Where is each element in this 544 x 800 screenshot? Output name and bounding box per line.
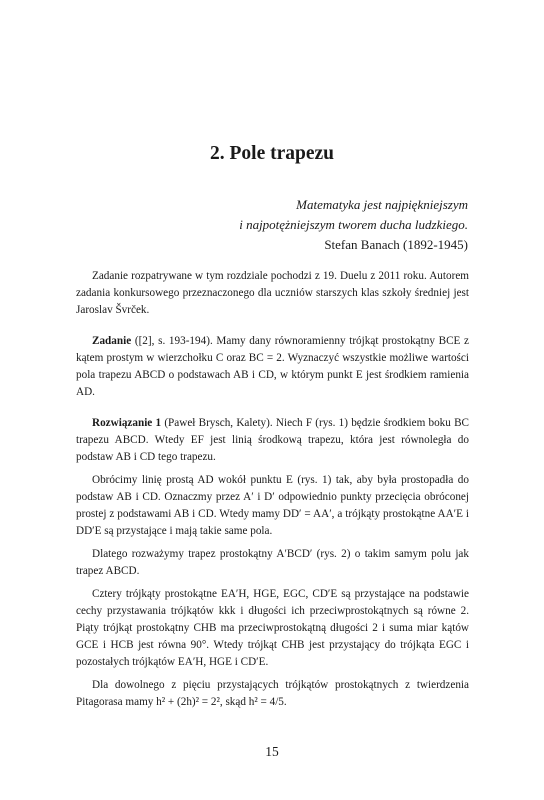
solution-paragraph-4: Cztery trójkąty prostokątne EA′H, HGE, EGC, CD′E są przystające na podstawie cechy przystawania trójkątów kkk i długości ich przeciwprostokątnych są równe 2. Piąty trójkąt prostokątny CHB ma przeciwprostokątną długości 2 i suma miar kątów GCE i HCB jest równa 90°. Wtedy trójkąt CHB jest przystający do trójkąta EGC i pozostałych trójkątów EA′H, HGE i CD′E. (76, 588, 469, 668)
intro-paragraph: Zadanie rozpatrywane w tym rozdziale pochodzi z 19. Duelu z 2011 roku. Autorem zadania konkursowego przeznaczonego dla uczniów starszych klas szkoły średniej jest Jaroslav Švrček. (76, 270, 469, 316)
page-number: 15 (265, 744, 279, 759)
solution-paragraph-1 (76, 415, 469, 466)
solution-paragraph-3: Dlatego rozważymy trapez prostokątny A′BCD′ (rys. 2) o takim samym polu jak trapez ABCD. (76, 548, 469, 577)
problem-label: Zadanie (92, 335, 132, 347)
solution-paragraph-5: Dla dowolnego z pięciu przystających trójkątów prostokątnych z twierdzenia Pitagorasa mamy h² + (2h)² = 2², skąd h² = 4/5. (76, 679, 469, 708)
epigraph-line-2: i najpotężniejszym tworem ducha ludzkiego. (239, 217, 468, 232)
epigraph-line-1: Matematyka jest najpiękniejszym (296, 197, 468, 212)
solution-paragraph-2: Obrócimy linię prostą AD wokół punktu E (rys. 1) tak, aby była prostopadła do podstaw AB i CD. Oznaczmy przez A′ i D′ odpowiednio punkty przecięcia obróconej prostej z podstawami AB i CD. Wtedy mamy DD′ = AA′, a trójkąty prostokątne AA′E i DD′E są przystające i mają takie same pola. (76, 474, 469, 537)
chapter-title: 2. Pole trapezu (209, 143, 334, 164)
problem-text: ([2], s. 193-194). Mamy dany równoramienny trójkąt prostokątny BCE z kątem prostym w wierzchołku C oraz BC = 2. Wyznaczyć wszystkie możliwe wartości pola trapezu ABCD o podstawach AB i CD, w którym punkt E jest środkiem ramienia AD. (76, 335, 470, 398)
problem-paragraph (76, 333, 469, 401)
epigraph-author: Stefan Banach (1892-1945) (324, 237, 468, 252)
solution-label: Rozwiązanie 1 (92, 417, 162, 429)
solution-text-1: (Paweł Brysch, Kalety). Niech F (rys. 1) będzie środkiem boku BC trapezu ABCD. Wtedy EF jest linią środkową trapezu, która jest równoległa do podstaw AB i CD tego trapezu. (76, 417, 470, 463)
epigraph (239, 195, 468, 255)
